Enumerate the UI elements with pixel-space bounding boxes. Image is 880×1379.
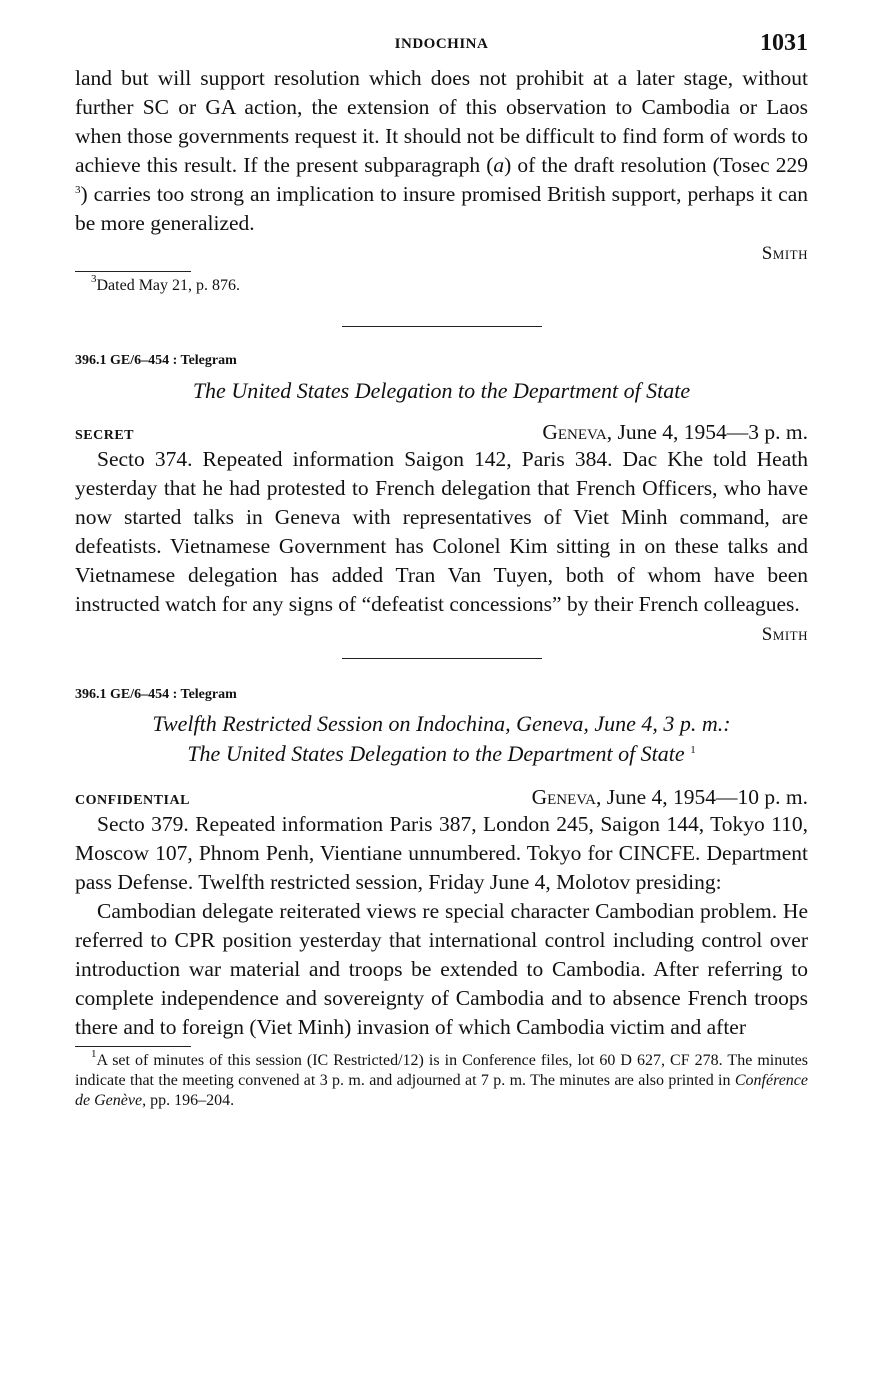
file-reference: 396.1 GE/6–454 : Telegram [75,687,237,702]
telegram-paragraph: Cambodian delegate reiterated views re special character Cambodian problem. He referred to CPR position yesterday that international control including control over introduction war material and troops be extended to Cambodia. After referring to complete independence and sovereignty of Cambodia and to absence French troops there and to foreign (Viet Minh) invasion of which Cambodia victim and after [75,899,808,1039]
signature: Smith [761,243,808,264]
signature: Smith [761,624,808,645]
dateline [75,420,808,445]
italic-letter: a [493,153,505,177]
footnote-marker: 1 [690,744,696,756]
footnote-text: , pp. 196–204. [142,1092,235,1109]
file-reference: 396.1 GE/6–454 : Telegram [75,353,237,368]
dateline [75,785,808,810]
footnote-number: 3 [91,273,97,285]
date-place: Geneva [542,420,607,444]
footnote-marker: 3 [75,184,81,196]
paragraph-text: land but will support resolution which does not prohibit at a later stage, without further SC or GA action, the extension of this observation to Cambodia or Laos when those governments request it. It should not be difficult to find form of words to achieve this result. If the present subparagraph ( [75,66,808,177]
footnote-rule [75,271,191,272]
date-text: , June 4, 1954—10 p. m. [595,785,808,809]
title-line [75,739,808,769]
document-page [75,30,808,1111]
footnote [75,273,808,296]
section-separator [342,326,542,327]
running-header [75,30,808,64]
footnote-text: A set of minutes of this session (IC Restricted/12) is in Conference files, lot 60 D 627, CF 278. The minutes indicate that the meeting convened at 3 p. m. and adjourned at 7 p. m. The minutes are also printed in [75,1052,808,1089]
running-title: INDOCHINA [394,36,489,52]
page-number: 1031 [760,30,808,56]
continued-paragraph [75,64,808,238]
telegram-paragraph: Secto 379. Repeated information Paris 387, London 245, Saigon 144, Tokyo 110, Moscow 107, Phnom Penh, Vientiane unnumbered. Tokyo for CINCFE. Department pass Defense. Twelfth restricted session, Friday June 4, Molotov presiding: [75,812,808,894]
section-separator [342,658,542,659]
date-line [542,420,808,445]
title-text: The United States Delegation to the Department of State [187,741,685,766]
footnote-italic-title: Conférence de Genève [75,1072,808,1109]
footnote-number: 1 [91,1048,97,1060]
footnote [75,1048,808,1111]
classification: CONFIDENTIAL [75,793,190,808]
date-line [532,785,808,810]
paragraph-text: ) of the draft resolution (Tosec 229 [504,153,808,177]
document-title [75,709,808,769]
date-place: Geneva [531,785,596,809]
date-text: , June 4, 1954—3 p. m. [606,420,808,444]
document-title: The United States Delegation to the Department of State [192,378,691,403]
title-line: Twelfth Restricted Session on Indochina, Geneva, June 4, 3 p. m.: [152,711,731,736]
telegram-body: Secto 374. Repeated information Saigon 142, Paris 384. Dac Khe told Heath yesterday that he had protested to French delegation that French Officers, who have now started talks in Geneva with representatives of Viet Minh command, are defeatists. Vietnamese Government has Colonel Kim sitting in on these talks and Vietnamese delegation has added Tran Van Tuyen, both of whom have been instructed watch for any signs of “defeatist concessions” by their French colleagues. [75,447,808,616]
footnote-text: Dated May 21, p. 876. [96,277,241,294]
footnote-rule [75,1046,191,1047]
classification: SECRET [75,428,135,443]
paragraph-text: ) carries too strong an implication to insure promised British support, perhaps it can be more generalized. [75,182,808,235]
